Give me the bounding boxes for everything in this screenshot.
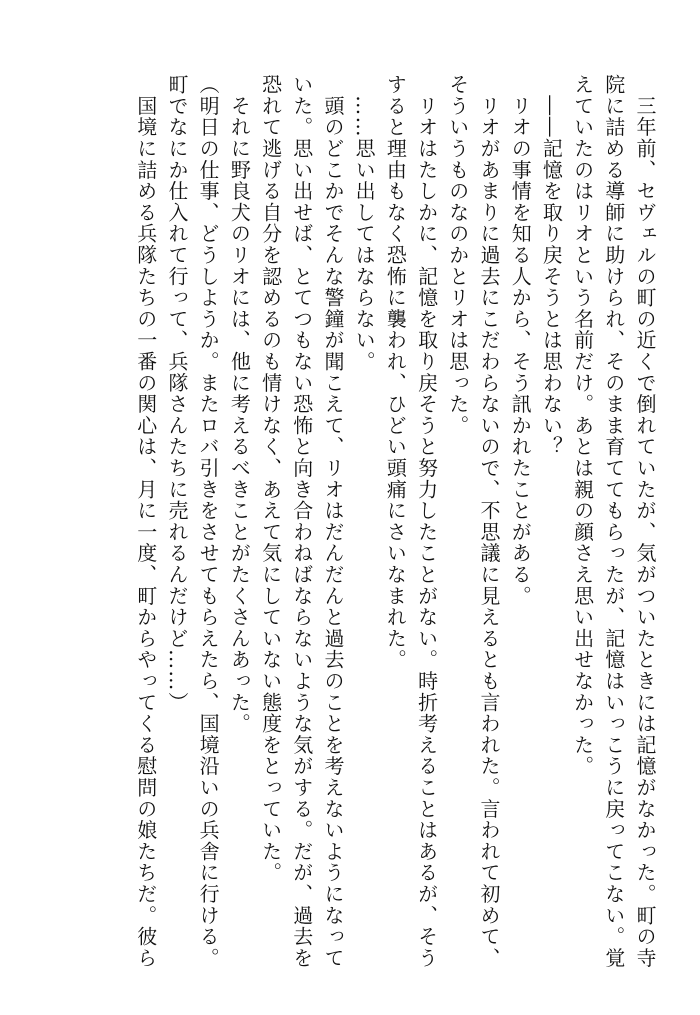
text-line: リオの事情を知る人から、そう訊かれたことがある。	[508, 74, 533, 607]
text-line: 恐れて逃げる自分を認めるのも情けなく、あえて気にしていない態度をとっていた。	[258, 74, 283, 884]
text-line: リオはたしかに、記憶を取り戻そうと努力したことがない。時折考えることはあるが、そう	[414, 74, 439, 969]
vertical-text-block	[130, 74, 660, 969]
text-line: （明日の仕事、どうしようか。またロバ引きをさせてもらえたら、国境沿いの兵舎に行ける。	[196, 74, 221, 969]
text-line: 院に詰める導師に助けられ、そのまま育ててもらったが、記憶はいっこうに戻ってこない。覚	[601, 74, 626, 969]
text-line: 三年前、セヴェルの町の近くで倒れていたが、気がついたときには記憶がなかった。町の寺	[633, 74, 657, 969]
text-line: そういうものなのかとリオは思った。	[445, 74, 470, 437]
text-line: 町でなにか仕入れて行って、兵隊さんたちに売れるんだけど……）	[164, 74, 189, 713]
text-line: ……思い出してはならない。	[352, 74, 377, 373]
text-line: ――記憶を取り戻そうとは思わない？	[539, 74, 564, 458]
text-line: リオがあまりに過去にこだわらないので、不思議に見えるとも言われた。言われて初めて、	[476, 74, 501, 969]
text-line: いた。思い出せば、とてつもない恐怖と向き合わねばならないような気がする。だが、過去を	[289, 74, 314, 969]
text-line: 頭のどこかでそんな警鐘が聞こえて、リオはだんだんと過去のことを考えないようになって	[320, 74, 345, 969]
text-line: えていたのはリオという名前だけ。あとは親の顔さえ思い出せなかった。	[570, 74, 595, 777]
text-line: すると理由もなく恐怖に襲われ、ひどい頭痛にさいなまれた。	[383, 74, 408, 671]
text-line: 国境に詰める兵隊たちの一番の関心は、月に一度、町からやってくる慰問の娘たちだ。彼ら	[133, 74, 158, 969]
text-line: それに野良犬のリオには、他に考えるべきことがたくさんあった。	[227, 74, 252, 735]
